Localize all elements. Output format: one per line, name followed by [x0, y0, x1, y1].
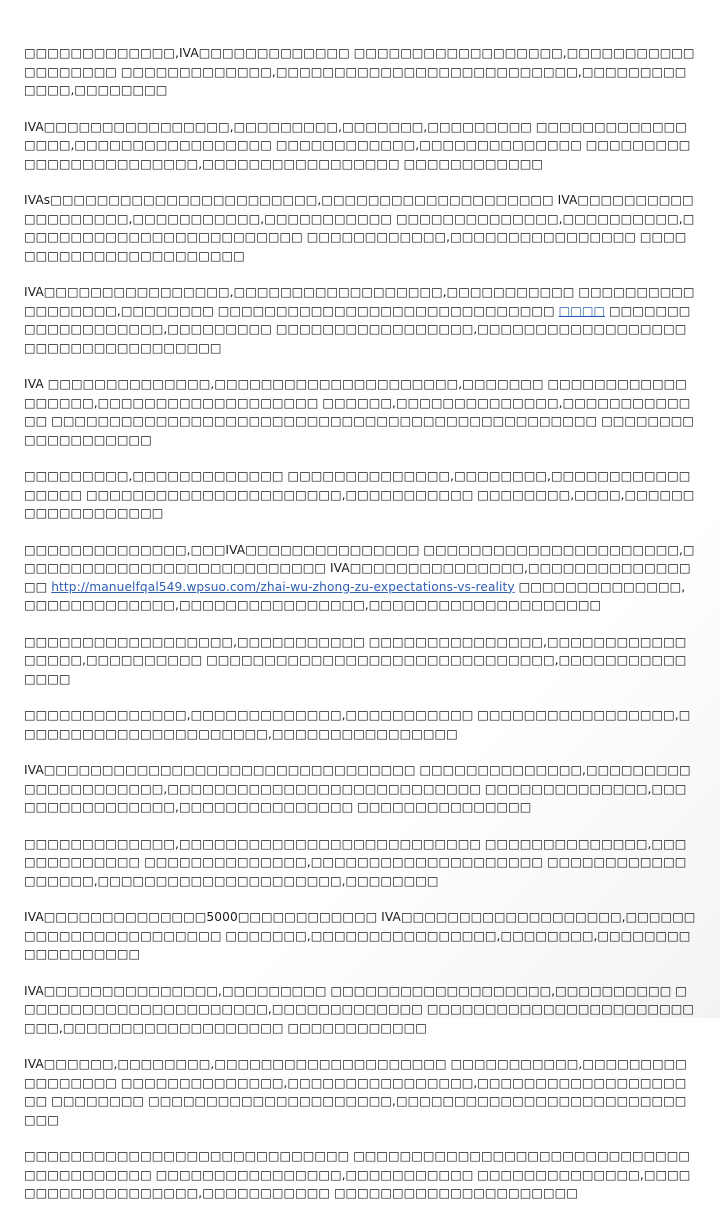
paragraph-text: IVA□□□□□□,□□□□□□□□,□□□□□□□□□□□□□□□□□□□□ □□□□□□□□□□□,□□□□□□□□□□□□□□□□□ □□□□□□□□□□□□□□,□□□□□□□□□□□□□□□□,□□□□□□□□□□□□□□□□□□□□ □□□□□□□□ □□□□□□□□□□□□□□□□□□□□□,□□□□□□□□□□□□□□□□□□□□□□□□□□□□ [24, 1057, 687, 1127]
paragraph [24, 44, 696, 100]
paragraph-text: □□□□□□□□□□□□□□,□□□□□□□□□□□□□,□□□□□□□□□□□ □□□□□□□□□□□□□□□□□,□□□□□□□□□□□□□□□□□□□□□□,□□□□□□□□□□□□□□□□ [24, 708, 691, 741]
paragraph [24, 908, 696, 964]
paragraph-text: □□□□□□□□□□□□□,IVA□□□□□□□□□□□□□ □□□□□□□□□□□□□□□□□□,□□□□□□□□□□□□□□□□□□□ □□□□□□□□□□□□□,□□□□□□□□□□□□□□□□□□□□□□□□□□,□□□□□□□□□□□□□,□□□□□□□□ [24, 46, 695, 97]
paragraph-text: IVA□□□□□□□□□□□□□□□□,□□□□□□□□□□□□□□□□□□,□□□□□□□□□□□ □□□□□□□□□□□□□□□□□□,□□□□□□□□ □□□□□□□□□□□□□□□□□□□□□□□□□□□□□ [24, 285, 695, 318]
paragraph [24, 706, 696, 743]
paragraph-text: IVA □□□□□□□□□□□□□□,□□□□□□□□□□□□□□□□□□□□□,□□□□□□□ □□□□□□□□□□□□□□□□□□,□□□□□□□□□□□□□□□□□□□ □□□□□□,□□□□□□□□□□□□□□,□□□□□□□□□□□□□ □□□□□□□□□□□□□□□□□□□□□□□□□□□□□□□□□□□□□□□□□□□□□□□ □□□□□□□□□□□□□□□□□□□ [24, 377, 695, 447]
paragraph [24, 1055, 696, 1129]
paragraph-text: □□□□□□□□□□□□□□□□□□□,□□□□□□□□□ □□□□□□□□□□□□□□□□□,□□□□□□□□□□□□□□□□□□ □□□□□□□□□□□□□□□□□ [24, 303, 691, 355]
paragraph-text: □□□□□□□□□□□□□□□□□□□□□□□□□□□□ □□□□□□□□□□□□□□□□□□□□□□□□□□□□□□□□□□□□□□□□ □□□□□□□□□□□□□□□□,□□□□□□□□□□□ □□□□□□□□□□□□□□,□□□□□□□□□□□□□□□□□□□,□□□□□□□□□□□ □□□□□□□□□□□□□□□□□□□□□ [24, 1149, 691, 1200]
paragraph-text: IVA□□□□□□□□□□□□□□□□□□□□□□□□□□□□□□□□ □□□□□□□□□□□□□□,□□□□□□□□□□□□□□□□□□□□□,□□□□□□□□□□□□□□□□□□□□□□□□□□□ □□□□□□□□□□□□□□,□□□□□□□□□□□□□□□□,□□□□□□□□□□□□□□□ □□□□□□□□□□□□□□□ [24, 763, 691, 814]
paragraph [24, 982, 696, 1038]
paragraph-text: IVAs□□□□□□□□□□□□□□□□□□□□□□□,□□□□□□□□□□□□□□□□□□□□ IVA□□□□□□□□□□□□□□□□□□□,□□□□□□□□□□□,□□□□□□□□□□□ □□□□□□□□□□□□□□,□□□□□□□□□□,□□□□□□□□□□□□□□□□□□□□□□□□□ □□□□□□□□□□□□,□□□□□□□□□□□□□□□□ □□□□□□□□□□□□□□□□□□□□□□□ [24, 193, 695, 263]
paragraph [24, 467, 696, 523]
paragraph-text: IVA□□□□□□□□□□□□□□□,□□□□□□□□□ □□□□□□□□□□□□□□□□□□□,□□□□□□□□□□ □□□□□□□□□□□□□□□□□□□□□□,□□□□□□□□□□□□□ □□□□□□□□□□□□□□□□□□□□□□□□□□,□□□□□□□□□□□□□□□□□□□ □□□□□□□□□□□□ [24, 983, 695, 1035]
inline-link[interactable]: □□□□ [558, 303, 606, 318]
paragraph-text: □□□□□□□□□□□□□□,□□□IVA□□□□□□□□□□□□□□□ □□□□□□□□□□□□□□□□□□□□□□,□□□□□□□□□□□□□□□□□□□□□□□□□□□ IVA□□□□□□□□□□□□□□□,□□□□□□□□□□□□□□□□ [24, 542, 695, 594]
paragraph-text: □□□□□□□□□□□□□,□□□□□□□□□□□□□□□□□□□□□□□□□□ □□□□□□□□□□□□□□,□□□□□□□□□□□□□ □□□□□□□□□□□□□□,□□□□□□□□□□□□□□□□□□□□ □□□□□□□□□□□□□□□□□□,□□□□□□□□□□□□□□□□□□□□□,□□□□□□□□ [24, 836, 687, 888]
paragraph-text: □□□□□□□□□,□□□□□□□□□□□□□ □□□□□□□□□□□□□□,□□□□□□□□,□□□□□□□□□□□□□□□□□ □□□□□□□□□□□□□□□□□□□□□□,□□□□□□□□□□□ □□□□□□□□,□□□□,□□□□□□□□□□□□□□□□□□ [24, 469, 695, 520]
document-body [24, 44, 696, 1221]
paragraph [24, 761, 696, 817]
paragraph [24, 375, 696, 449]
paragraph-text: IVA□□□□□□□□□□□□□□□□,□□□□□□□□□,□□□□□□□,□□□□□□□□□ □□□□□□□□□□□□□□□□□,□□□□□□□□□□□□□□□□□ □□□□□□□□□□□□,□□□□□□□□□□□□□□ □□□□□□□□□□□□□□□□□□□□□□□□,□□□□□□□□□□□□□□□□□ □□□□□□□□□□□□ [24, 119, 691, 171]
paragraph [24, 283, 696, 357]
paragraph-text: □□□□□□□□□□□□□□□□□□,□□□□□□□□□□□ □□□□□□□□□□□□□□□,□□□□□□□□□□□□□□□□□,□□□□□□□□□□ □□□□□□□□□□□□□□□□□□□□□□□□□□□□□□,□□□□□□□□□□□□□□□ [24, 634, 687, 686]
paragraph [24, 835, 696, 891]
paragraph-text: □□□□□□□□□□□□□□,□□□□□□□□□□□□□,□□□□□□□□□□□□□□□□,□□□□□□□□□□□□□□□□□□□□ [24, 579, 686, 612]
paragraph [24, 118, 696, 174]
paragraph [24, 1147, 696, 1203]
paragraph [24, 633, 696, 689]
paragraph [24, 191, 696, 265]
inline-link[interactable]: http://manuelfqal549.wpsuo.com/zhai-wu-zhong-zu-expectations-vs-reality [51, 579, 515, 594]
paragraph-text: IVA□□□□□□□□□□□□□□5000□□□□□□□□□□□□ IVA□□□□□□□□□□□□□□□□□□□,□□□□□□□□□□□□□□□□□□□□□□□ □□□□□□□,□□□□□□□□□□□□□□□□,□□□□□□□□,□□□□□□□□□□□□□□□□□□ [24, 910, 696, 961]
paragraph [24, 541, 696, 615]
